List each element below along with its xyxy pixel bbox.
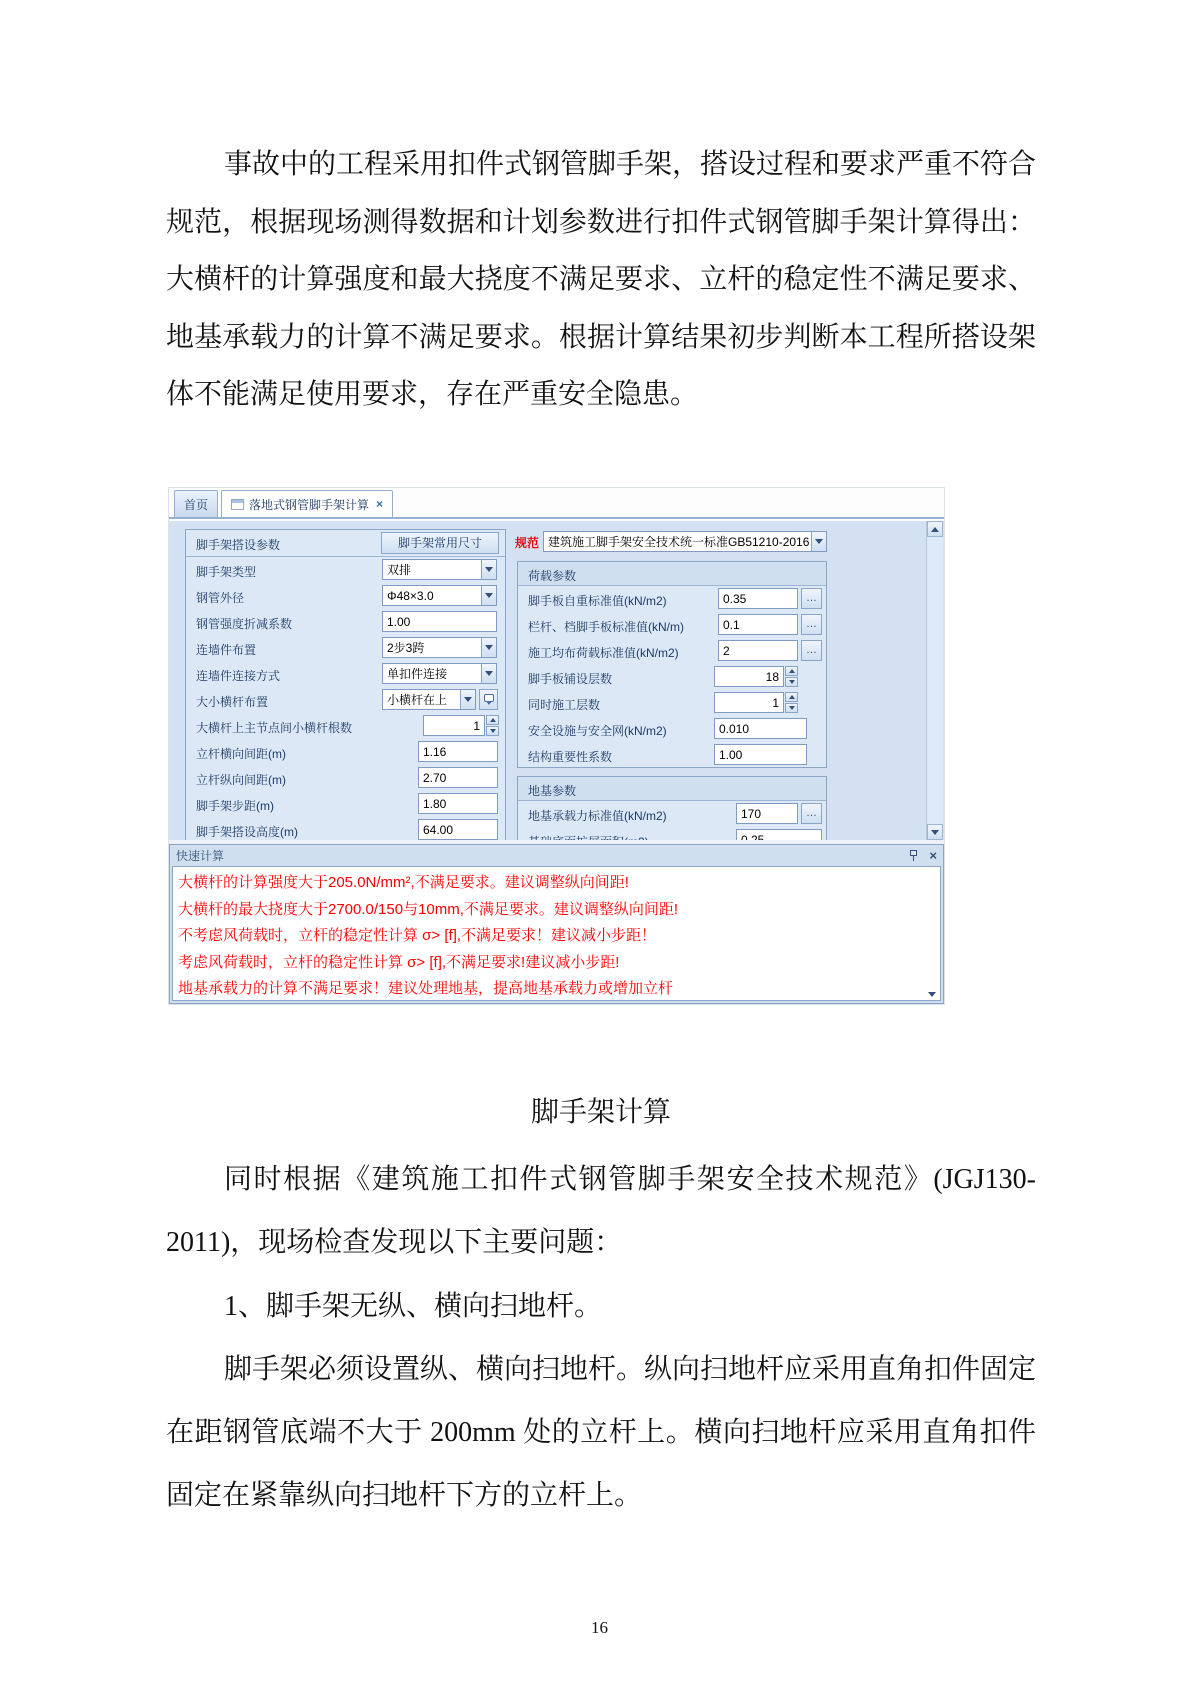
field-label: 脚手板自重标准值(kN/m2) [528,594,667,608]
field-label: 连墙件布置 [196,643,257,657]
erection-panel-title: 脚手架搭设参数 [196,538,281,552]
tab-scaffold-calc[interactable] [221,490,393,517]
field-label: 大横杆上主节点间小横杆根数 [196,721,353,735]
bearing-capacity-input[interactable]: 170 [736,803,798,824]
field-label: 立杆横向间距(m) [196,747,286,761]
page-number: 16 [591,1618,608,1637]
field-row [518,586,826,612]
field-label: 脚手架类型 [196,565,257,579]
chevron-down-icon[interactable] [481,560,496,579]
deck-layers-stepper[interactable]: 18 [714,666,798,687]
tab-home[interactable] [174,490,218,517]
more-icon[interactable]: … [801,803,822,824]
stepper-buttons[interactable] [785,692,798,713]
quick-calc-panel [169,844,944,1004]
warning-line: 考虑风荷载时，立杆的稳定性计算 σ> [f],不满足要求!建议减小步距! [178,953,620,971]
quick-calc-title: 快速计算 [176,849,225,863]
stepper-up-icon [785,666,798,676]
field-label: 同时施工层数 [528,698,601,712]
pin-icon[interactable] [908,849,919,862]
chevron-down-icon[interactable] [481,664,496,683]
field-label: 结构重要性系数 [528,750,613,764]
figure-caption: 脚手架计算 [530,1097,671,1128]
warning-line: 不考虑风荷载时，立杆的稳定性计算 σ> [f],不满足要求！建议减小步距！ [178,927,657,944]
field-label: 脚手架搭设高度(m) [196,825,298,839]
load-group [517,561,827,768]
comment-icon[interactable] [479,689,498,710]
chevron-down-icon[interactable] [481,586,496,605]
field-label: 地基承载力标准值(kN/m2) [528,809,667,823]
stepper-down-icon [785,677,798,687]
scaffold-type-select[interactable]: 双排 [382,559,497,580]
tab-scaffold-calc-label: 落地式钢管脚手架计算 [249,497,370,512]
field-label: 钢管强度折减系数 [196,617,293,631]
chevron-down-icon[interactable] [481,638,496,657]
field-label: 钢管外径 [196,591,245,605]
erection-parameters-panel [185,529,506,849]
scaffold-app-screenshot [168,487,945,1005]
field-row [518,716,826,742]
ledger-count-stepper[interactable]: 1 [423,715,499,736]
paragraph-3: 脚手架必须设置纵、横向扫地杆。纵向扫地杆应采用直角扣件固定在距钢管底端不大于 200mm 处的立杆上。横向扫地杆应采用直角扣件固定在紧靠纵向扫地杆下方的立杆上。 [166,1354,1037,1511]
construction-load-input[interactable]: 2 [718,640,798,661]
field-label: 脚手架步距(m) [196,799,274,813]
stepper-down-icon [785,703,798,713]
document-icon [231,499,244,510]
warning-line: 地基承载力的计算不满足要求！建议处理地基，提高地基承载力或增加立杆 [178,980,674,997]
wall-tie-connection-select[interactable]: 单扣件连接 [382,663,497,684]
deck-selfweight-input[interactable]: 0.35 [718,588,798,609]
field-label: 大小横杆布置 [196,695,269,709]
chevron-down-icon[interactable] [460,690,475,709]
foundation-group-title: 地基参数 [518,777,826,801]
field-label: 连墙件连接方式 [196,669,281,683]
field-row [518,742,826,768]
warning-line: 大横杆的计算强度大于205.0N/mm²,不满足要求。建议调整纵向间距! [178,874,629,891]
field-label: 立杆纵向间距(m) [196,773,286,787]
list-item-1: 1、脚手架无纵、横向扫地杆。 [224,1291,603,1322]
more-icon[interactable]: … [801,614,822,635]
vertical-scrollbar[interactable] [926,521,943,840]
more-icon[interactable]: … [801,588,822,609]
standard-row [513,529,829,555]
more-icon[interactable]: … [801,640,822,661]
ledger-layout-select[interactable]: 小横杆在上 [382,689,476,710]
importance-factor-input[interactable]: 1.00 [714,744,807,765]
paragraph-2: 同时根据《建筑施工扣件式钢管脚手架安全技术规范》(JGJ130-2011)，现场检查发现以下主要问题： [166,1164,1036,1258]
tab-home-label: 首页 [184,497,209,512]
standard-label: 规范 [515,536,540,550]
working-layers-stepper[interactable]: 1 [714,692,798,713]
field-row [186,557,505,583]
safety-net-input[interactable]: 0.010 [714,718,807,739]
field-row [186,739,505,765]
transverse-spacing-input[interactable]: 1.16 [418,741,498,762]
wall-tie-layout-select[interactable]: 2步3跨 [382,637,497,658]
load-parameters-panel [513,529,829,859]
field-row [186,765,505,791]
field-row [518,664,826,690]
paragraph-1: 事故中的工程采用扣件式钢管脚手架，搭设过程和要求严重不符合规范，根据现场测得数据和计划参数进行扣件式钢管脚手架计算得出：大横杆的计算强度和最大挠度不满足要求、立杆的稳定性不满足要求、地基承载力的计算不满足要求。根据计算结果初步判断本工程所搭设架体不能满足使用要求，存在严重安全隐患。 [166,149,1037,410]
stepper-up-icon [785,692,798,702]
strength-reduction-input[interactable]: 1.00 [382,611,497,632]
scroll-up-icon[interactable] [927,521,943,537]
field-row [186,661,505,687]
close-icon[interactable]: × [929,848,937,863]
quick-calc-titlebar [170,845,943,866]
parameters-area [169,521,944,840]
stepper-buttons[interactable] [486,715,499,736]
field-row [518,690,826,716]
field-label: 施工均布荷载标准值(kN/m2) [528,646,679,660]
stepper-down-icon [486,726,499,736]
quick-calc-results [172,866,941,1001]
field-row [186,583,505,609]
tab-bar [169,488,944,519]
field-row [186,609,505,635]
field-label: 栏杆、档脚手板标准值(kN/m) [528,620,684,634]
field-row [186,635,505,661]
longitudinal-spacing-input[interactable]: 2.70 [418,767,498,788]
warning-line: 大横杆的最大挠度大于2700.0/150与10mm,不满足要求。建议调整纵向间距! [178,900,679,918]
field-row [518,638,826,664]
load-group-title: 荷载参数 [518,562,826,586]
erection-panel-header [186,530,505,557]
tab-close-icon[interactable]: × [376,497,384,511]
stepper-up-icon [486,715,499,725]
common-sizes-button[interactable]: 脚手架常用尺寸 [381,532,499,554]
pipe-diameter-select[interactable]: Φ48×3.0 [382,585,497,606]
guardrail-load-input[interactable]: 0.1 [718,614,798,635]
field-row [518,612,826,638]
chevron-down-icon[interactable] [811,532,826,551]
standard-select[interactable]: 建筑施工脚手架安全技术统一标准GB51210-2016 [543,531,827,552]
stepper-buttons[interactable] [785,666,798,687]
step-distance-input[interactable]: 1.80 [418,793,498,814]
field-label: 脚手板铺设层数 [528,672,613,686]
field-row [186,713,505,739]
field-row [186,687,505,713]
field-label: 安全设施与安全网(kN/m2) [528,724,667,738]
field-row [518,801,826,827]
field-row [186,791,505,817]
erection-height-input[interactable]: 64.00 [418,819,498,840]
scroll-down-icon[interactable] [927,824,943,840]
scroll-down-icon[interactable] [928,992,936,997]
